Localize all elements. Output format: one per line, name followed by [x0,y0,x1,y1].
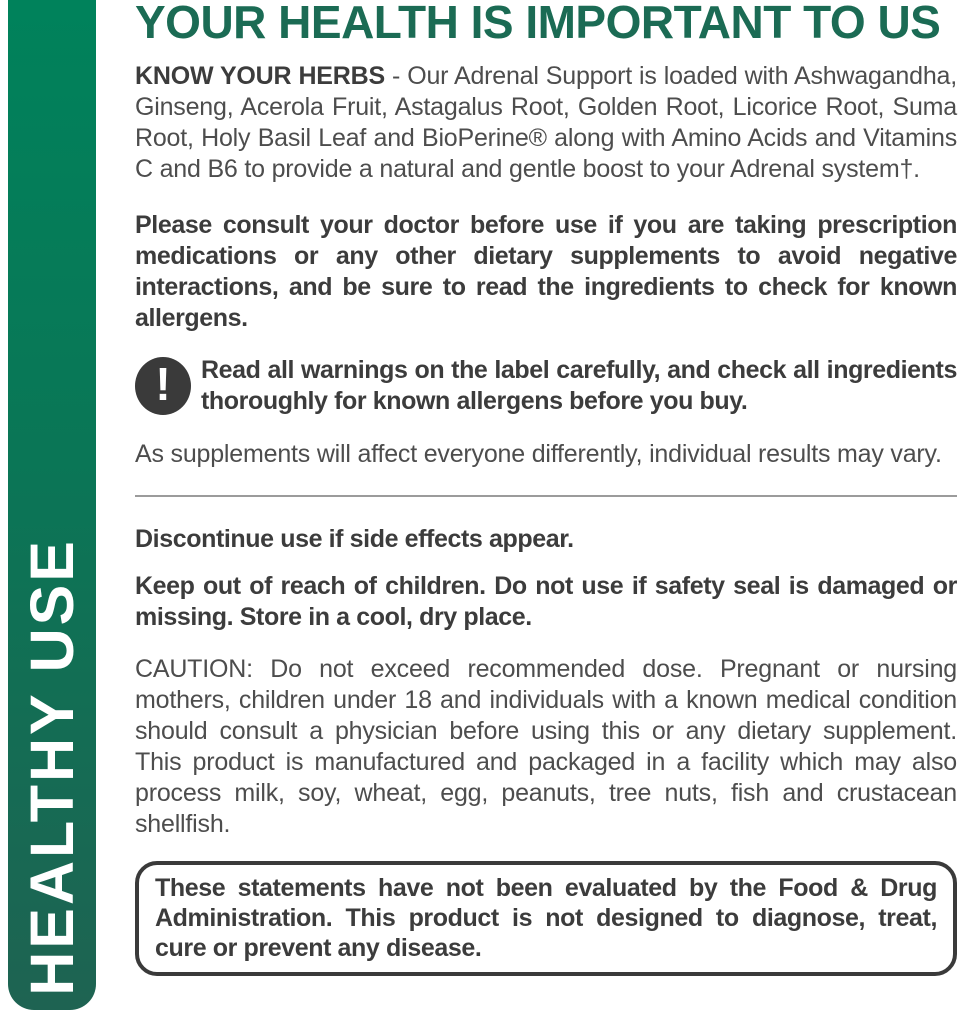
fda-disclaimer-box [135,861,957,976]
caution-paragraph: CAUTION: Do not exceed recommended dose. Pregnant or nursing mothers, children under 18 and individuals with a known medical condition should consult a physician before using this or any dietary supplement. This product is manufactured and packaged in a facility which may also process milk, soy, wheat, egg, peanuts, tree nuts, fish and crustacean shellfish. [135,655,957,838]
results-vary-paragraph: As supplements will affect everyone differently, individual results may vary. [135,440,942,468]
discontinue-paragraph: Discontinue use if side effects appear. [135,525,574,553]
section-divider [135,495,957,497]
fda-disclaimer-text: These statements have not been evaluated by the Food & Drug Administration. This product is not designed to diagnose, treat, cure or prevent any disease. [155,874,937,962]
banner-label-wrap [8,538,96,996]
page-title: YOUR HEALTH IS IMPORTANT TO US [135,0,941,48]
banner-label: HEALTHY USE [17,538,86,996]
warning-row [135,355,957,417]
healthy-use-banner [8,0,96,1010]
warning-text: Read all warnings on the label carefully, and check all ingredients thoroughly for known allergens before you buy. [201,356,957,415]
main-content [135,0,957,976]
know-your-herbs-body: - Our Adrenal Support is loaded with Ashwagandha, Ginseng, Acerola Fruit, Astagalus Root, Golden Root, Licorice Root, Suma Root, Holy Basil Leaf and BioPerine® along with Amino Acids and Vitamins C and B6 to provide a natural and gentle boost to your Adrenal system†. [135,62,957,183]
know-your-herbs-lead: KNOW YOUR HERBS [135,62,385,90]
exclamation-warning-icon: ! [135,357,191,415]
keep-out-paragraph: Keep out of reach of children. Do not use if safety seal is damaged or missing. Store in a cool, dry place. [135,572,957,631]
consult-doctor-paragraph: Please consult your doctor before use if you are taking prescription medications or any other dietary supplements to avoid negative interactions, and be sure to read the ingredients to check for known allergens. [135,211,957,332]
know-your-herbs-paragraph [135,61,957,185]
